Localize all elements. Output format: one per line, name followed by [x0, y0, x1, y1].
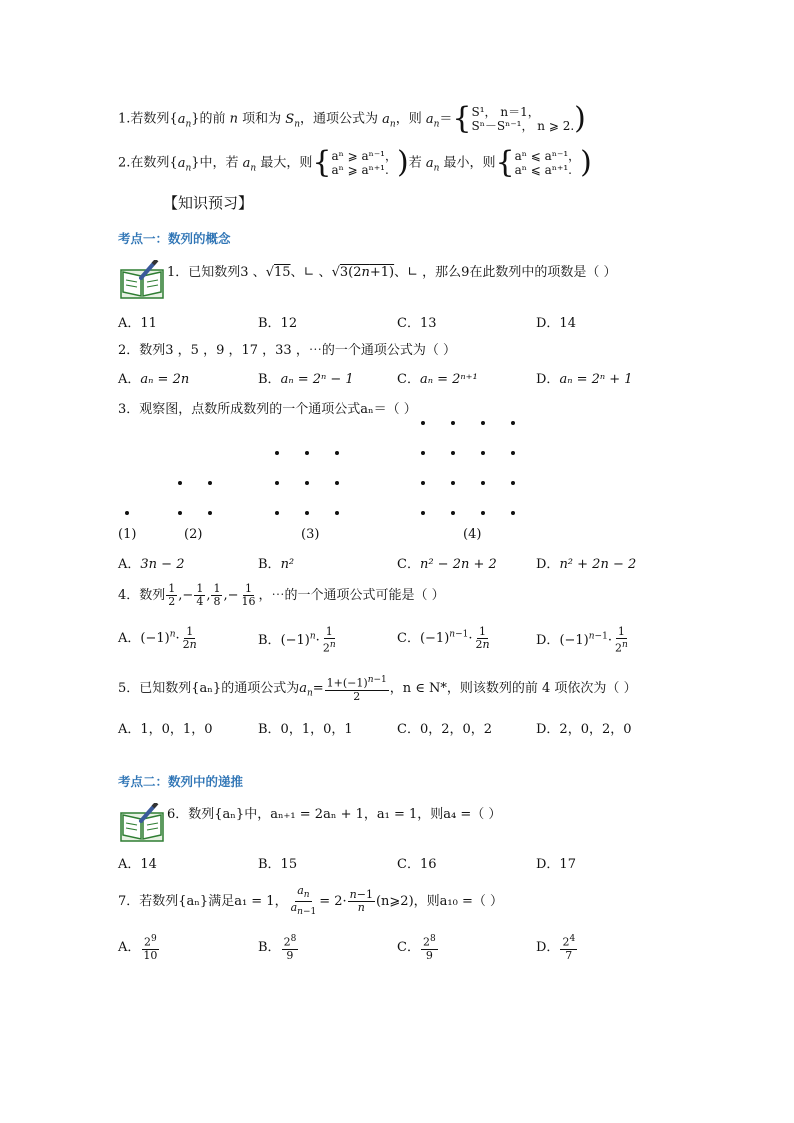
book-pencil-icon: [119, 260, 165, 300]
q3-option-b[interactable]: [258, 553, 294, 572]
text: 4．数列: [118, 588, 166, 603]
fraction: $\frac{1}{2n}$: [182, 625, 197, 651]
brace: {: [495, 145, 515, 180]
dot: [481, 481, 485, 485]
text: 、∟ 、: [290, 265, 332, 280]
option-letter: A．: [118, 631, 141, 646]
q6-option-a[interactable]: A．14: [118, 857, 157, 872]
dot: [305, 451, 309, 455]
q3-option-a[interactable]: [118, 553, 184, 572]
sqrt-15: √15: [265, 265, 291, 280]
option-letter: C．: [397, 939, 420, 955]
q2-option-a[interactable]: [118, 368, 189, 387]
option-letter: A．: [118, 939, 141, 955]
q7-stem: 7．若数列{aₙ}满足a₁ = 1， $\frac{a_n}{a_{n-1}}$ = 2· $\frac{n-1}{n}$ (n⩾2)，则a₁₀ =（ ）: [118, 884, 503, 918]
q1-option-a[interactable]: A．11: [118, 316, 157, 331]
option-math: aₙ = 2n: [140, 372, 190, 387]
dot: [451, 481, 455, 485]
option-letter: C．: [397, 372, 420, 387]
dot: [481, 421, 485, 425]
text: }中，若: [191, 155, 243, 171]
q1-option-b[interactable]: B．12: [258, 316, 298, 331]
dot: [305, 481, 309, 485]
dot: [208, 511, 212, 515]
fraction: $\frac{2^9}{10}$: [143, 934, 158, 962]
text: 2.在数列{: [118, 155, 178, 171]
dot: [451, 511, 455, 515]
dot: [511, 511, 515, 515]
q7-option-b[interactable]: [258, 933, 299, 962]
fraction: $\frac{1}{2}$: [168, 582, 176, 608]
fraction: $\frac{2^8}{9}$: [283, 934, 297, 962]
brace-close: ): [580, 145, 592, 180]
option-math: n² + 2n − 2: [559, 557, 637, 572]
fraction: $\frac{1}{2^n}$: [322, 625, 336, 655]
q2-option-d[interactable]: [536, 368, 633, 387]
dot: [421, 421, 425, 425]
option-letter: B．: [258, 632, 281, 648]
dot: [125, 511, 129, 515]
q5-option-c[interactable]: C．0，2，0，2: [397, 722, 493, 737]
q2-option-c[interactable]: [397, 368, 478, 387]
q4-stem: 4．数列 $\frac{1}{2}$ ,− $\frac{1}{4}$ , $\frac{1}{8}$ ,− $\frac{1}{16}$ ，⋯的一个通项公式可能是（ ）: [118, 582, 445, 608]
sqrt-3-2n-plus-1: √3(2n+1): [331, 265, 395, 280]
fig-label-1: (1): [118, 527, 137, 542]
formula-line-1: 1.若数列$\{a_n\}$的前 n 项和为 $S_n$，通项公式为 $a_n$，则 $a_n=${ S¹， n＝1， Sⁿ－Sⁿ⁻¹， n ⩾ 2. ): [118, 101, 586, 136]
text: 7．若数列{aₙ}满足a₁ = 1，: [118, 894, 288, 910]
q5-stem: 5．已知数列{aₙ}的通项公式为$a_n=$ $\frac{1+(-1)^{n-1}}{2}$ ，n ∈ N*，则该数列的前 4 项依次为（ ）: [118, 675, 637, 703]
fraction: $\frac{1}{16}$: [241, 582, 256, 608]
q1-option-c[interactable]: C．13: [397, 316, 437, 331]
text: 1.若数列{: [118, 111, 178, 127]
brace-close: ): [396, 145, 409, 180]
fig-label-4: (4): [463, 527, 482, 542]
dot: [451, 421, 455, 425]
q3-option-d[interactable]: [536, 553, 636, 572]
option-math: aₙ = 2ⁿ − 1: [280, 372, 354, 387]
brace-close: ): [574, 101, 586, 136]
q4-option-a[interactable]: A．$(-1)^n\cdot$ $\frac{1}{2n}$: [118, 625, 197, 651]
q3-option-c[interactable]: [397, 553, 497, 572]
dot: [481, 451, 485, 455]
text: ，n ∈ N*，则该数列的前 4 项依次为（ ）: [389, 680, 637, 696]
q6-option-d[interactable]: D．17: [536, 857, 576, 872]
text: 项和为: [238, 111, 286, 127]
text: ，则: [395, 111, 426, 127]
fraction: $\frac{2^8}{9}$: [422, 934, 436, 962]
option-letter: D．: [536, 372, 560, 387]
option-letter: D．: [536, 557, 560, 572]
q7-option-d[interactable]: [536, 933, 578, 962]
dot: [275, 451, 279, 455]
dot: [511, 451, 515, 455]
fraction: $\frac{1}{2^n}$: [614, 625, 628, 655]
fraction: $\frac{n-1}{n}$: [349, 888, 373, 915]
text: ，⋯的一个通项公式可能是（ ）: [258, 588, 445, 603]
dot: [335, 511, 339, 515]
q2-option-b[interactable]: [258, 368, 354, 387]
case: aⁿ ⩽ aⁿ⁺¹.: [514, 163, 572, 177]
option-letter: A．: [118, 372, 141, 387]
dot: [451, 451, 455, 455]
kaodian-1-heading: 考点一：数列的概念: [118, 231, 231, 246]
option-letter: D．: [536, 632, 560, 648]
fraction: $\frac{1}{4}$: [196, 582, 204, 608]
case: aⁿ ⩾ aⁿ⁺¹.: [331, 163, 389, 177]
case: aⁿ ⩽ aⁿ⁻¹，: [514, 149, 581, 163]
text: 、∟ ，那么9在此数列中的项数是（ ）: [394, 265, 617, 280]
q3-stem: 3．观察图，点数所成数列的一个通项公式aₙ＝（ ）: [118, 402, 417, 417]
book-pencil-icon: [119, 803, 165, 843]
dot: [275, 511, 279, 515]
dot: [421, 481, 425, 485]
option-letter: D．: [536, 939, 560, 955]
option-letter: B．: [258, 557, 281, 572]
q6-stem: 6．数列{aₙ}中，aₙ₊₁ = 2aₙ + 1，a₁ = 1，则a₄ =（ ）: [167, 807, 502, 822]
dot: [335, 451, 339, 455]
q2-stem: 2．数列3 ，5 ，9 ，17 ，33 ，⋯的一个通项公式为（ ）: [118, 343, 456, 358]
text: 最小，则: [439, 155, 496, 171]
fraction: $\frac{1}{2n}$: [475, 625, 490, 651]
section-title: 【知识预习】: [163, 194, 254, 212]
dot: [178, 481, 182, 485]
piecewise: [331, 149, 397, 177]
dot: [511, 421, 515, 425]
q5-option-a[interactable]: A．1，0，1，0: [118, 722, 213, 737]
option-letter: B．: [258, 372, 281, 387]
formula-line-2: 2.在数列$\{a_n\}$中，若 $a_n$ 最大，则{ aⁿ ⩾ aⁿ⁻¹， aⁿ ⩾ aⁿ⁺¹. )若 $a_n$ 最小，则{ aⁿ ⩽ aⁿ⁻¹， aⁿ ⩽ aⁿ⁺¹. ): [118, 145, 592, 180]
q7-option-c[interactable]: [397, 933, 439, 962]
dot: [305, 511, 309, 515]
dot: [208, 481, 212, 485]
piecewise: [515, 149, 581, 177]
fraction: $\frac{2^4}{7}$: [562, 934, 576, 962]
text: 若: [408, 155, 426, 171]
case: aⁿ ⩾ aⁿ⁻¹，: [331, 149, 397, 163]
option-letter: C．: [397, 631, 420, 646]
option-letter: B．: [258, 939, 281, 955]
brace: {: [312, 145, 332, 180]
text: 1．已知数列3 、: [167, 265, 266, 280]
dot: [511, 481, 515, 485]
dot: [421, 451, 425, 455]
dot: [481, 511, 485, 515]
text: (n⩾2)，则a₁₀ =（ ）: [375, 894, 503, 910]
option-letter: C．: [397, 557, 420, 572]
option-math: n²: [280, 557, 295, 572]
case: S¹， n＝1，: [471, 105, 540, 119]
dot: [275, 481, 279, 485]
text: ，通项公式为: [300, 111, 383, 127]
q4-option-c[interactable]: C．$(-1)^{n-1}\cdot$ $\frac{1}{2n}$: [397, 625, 490, 651]
fraction: $\frac{1}{8}$: [213, 582, 221, 608]
q4-option-b[interactable]: B．$(-1)^n\cdot$ $\frac{1}{2^n}$: [258, 625, 336, 655]
text: 最大，则: [256, 155, 313, 171]
piecewise: [472, 105, 575, 133]
text: }的前: [191, 111, 230, 127]
fig-label-3: (3): [301, 527, 320, 542]
dot: [335, 481, 339, 485]
option-letter: A．: [118, 557, 141, 572]
q1-stem: [167, 261, 617, 280]
q1-option-d[interactable]: D．14: [536, 316, 576, 331]
brace: {: [452, 101, 472, 136]
fig-label-2: (2): [184, 527, 203, 542]
q6-option-c[interactable]: C．16: [397, 857, 437, 872]
option-math: 3n − 2: [140, 557, 185, 572]
option-math: n² − 2n + 2: [419, 557, 497, 572]
q7-option-a[interactable]: [118, 933, 160, 962]
dot: [178, 511, 182, 515]
dot: [421, 511, 425, 515]
case: Sⁿ－Sⁿ⁻¹， n ⩾ 2.: [471, 119, 575, 133]
q4-option-d[interactable]: D．$(-1)^{n-1}\cdot$ $\frac{1}{2^n}$: [536, 625, 628, 655]
fraction: $\frac{a_n}{a_{n-1}}$: [290, 884, 317, 918]
q5-option-b[interactable]: B．0，1，0，1: [258, 722, 353, 737]
text: 5．已知数列{aₙ}的通项公式为: [118, 680, 300, 696]
fraction: $\frac{1+(-1)^{n-1}}{2}$: [326, 675, 387, 703]
option-math: aₙ = 2ⁿ⁺¹: [419, 372, 478, 387]
option-math: aₙ = 2ⁿ + 1: [559, 372, 633, 387]
q5-option-d[interactable]: D．2，0，2，0: [536, 722, 632, 737]
q6-option-b[interactable]: B．15: [258, 857, 298, 872]
kaodian-2-heading: 考点二：数列中的递推: [118, 774, 244, 789]
